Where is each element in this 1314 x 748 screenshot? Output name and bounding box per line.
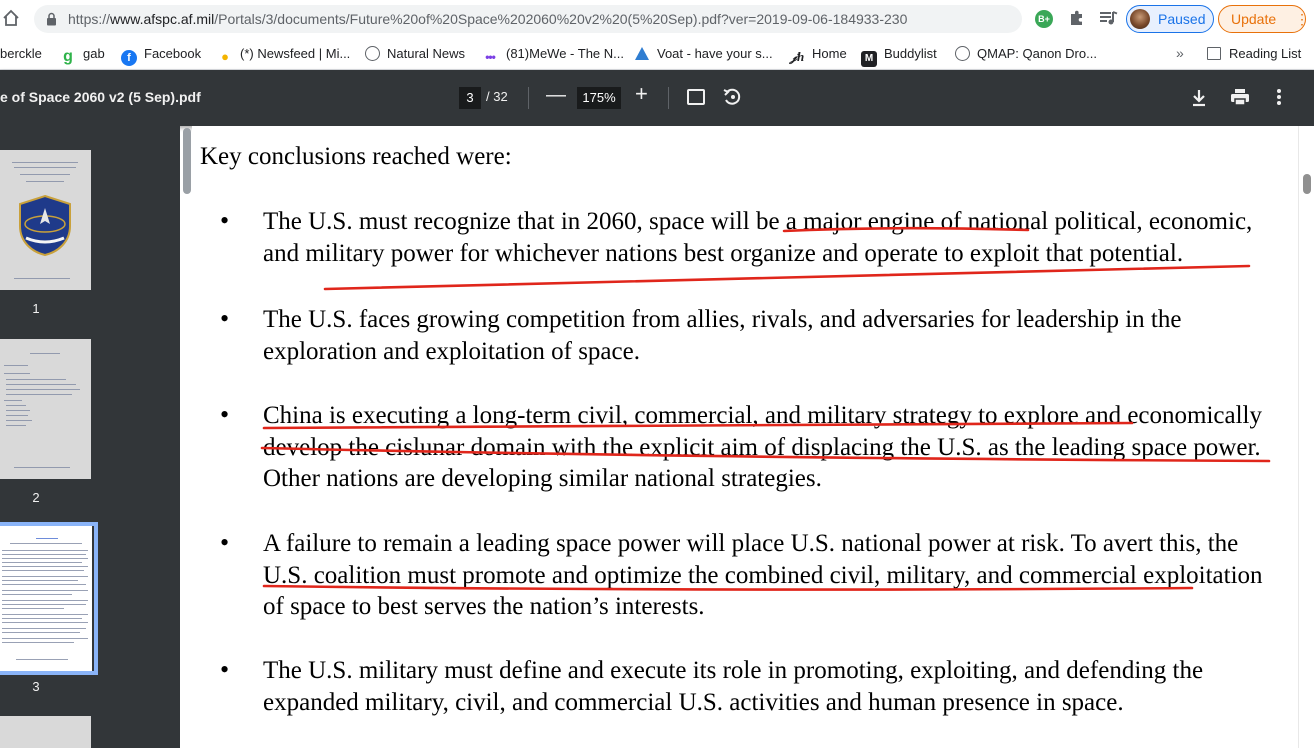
bookmark-mewe[interactable] — [481, 44, 624, 64]
reading-list-label: Reading List — [1229, 46, 1302, 61]
bookmark-label: Facebook — [144, 46, 202, 61]
toolbar-divider — [668, 87, 669, 109]
pdf-page — [192, 126, 1298, 748]
bookmark-label: Buddylist — [884, 46, 937, 61]
home-icon — [2, 9, 20, 27]
media-controls-icon[interactable] — [1098, 9, 1118, 27]
text-line: exploration and exploitation of space. — [263, 337, 640, 365]
zoom-out-button[interactable]: — — [546, 84, 566, 106]
text-line: The U.S. faces growing competition from allies, rivals, and adversaries for leadership in the — [263, 306, 1182, 333]
bullet-marker: • — [220, 528, 230, 557]
thumbnail-sidebar — [0, 126, 180, 748]
text-line: expanded military, civil, and commercial U.S. activities and human presence in space. — [263, 688, 1124, 716]
text-line: U.S. coalition must promote and optimize the combined civil, military, and commercial exploitation — [263, 561, 1263, 589]
page-thumbnail[interactable] — [0, 716, 91, 748]
bullet-marker: • — [220, 304, 230, 333]
thumbnail-page-number: 1 — [32, 301, 40, 316]
rotate-icon[interactable] — [722, 87, 742, 107]
text-line: develop the cislunar domain with the explicit aim of displacing the U.S. as the leading space power. — [263, 433, 1261, 461]
toolbar-divider — [528, 87, 529, 109]
bullet-item — [263, 304, 1181, 367]
url-host: www.afspc.af.mil — [110, 11, 215, 27]
document-title: e of Space 2060 v2 (5 Sep).pdf — [0, 89, 201, 105]
pdf-toolbar — [0, 70, 1314, 126]
globe-icon — [955, 46, 970, 61]
text-line: The U.S. must recognize that in 2060, space will be a major engine of national political, economic, — [263, 208, 1253, 235]
bullet-item — [263, 528, 1263, 623]
url-scheme: https:// — [68, 11, 111, 27]
bullet-marker: • — [220, 206, 230, 235]
bookmark-newsfeed[interactable] — [217, 44, 350, 64]
text-line: China is executing a long-term civil, commercial, and military strategy to explore and economically — [263, 402, 1262, 429]
extensions-puzzle-icon[interactable] — [1068, 9, 1086, 27]
print-icon[interactable] — [1230, 88, 1250, 106]
bullet-item — [263, 655, 1203, 718]
url-text[interactable] — [68, 11, 907, 27]
bullet-item — [263, 400, 1262, 495]
text-line: Other nations are developing similar national strategies. — [263, 465, 822, 492]
bookmark-gab[interactable] — [60, 44, 105, 64]
page-thumbnail[interactable] — [0, 150, 91, 290]
selected-thumbnail-highlight — [0, 522, 98, 675]
reading-list-button[interactable] — [1207, 44, 1301, 64]
text-line: and military power for whichever nations best organize and operate to exploit that potential. — [263, 239, 1184, 267]
document-scrollbar[interactable] — [1298, 126, 1314, 748]
buddylist-icon: M — [861, 51, 877, 67]
bookmark-label: Natural News — [387, 46, 466, 61]
bookmark-label: (*) Newsfeed | Mi... — [240, 46, 351, 61]
text-line: A failure to remain a leading space power will place U.S. national power at risk. To avert this, the — [263, 530, 1239, 557]
bookmarks-bar — [0, 38, 1314, 70]
bookmark-label: gab — [83, 46, 105, 61]
zoom-level-input[interactable]: 175% — [577, 87, 621, 109]
lock-icon — [46, 12, 57, 26]
lightbulb-icon: ● — [221, 49, 229, 64]
page-total: / 32 — [486, 89, 508, 104]
mewe-icon: ••• — [485, 50, 495, 64]
document-scrollbar-thumb[interactable] — [1303, 174, 1311, 194]
extension-badge-icon[interactable]: B+ — [1035, 10, 1053, 28]
thumbnail-page-number: 3 — [32, 679, 40, 694]
facebook-icon: f — [121, 50, 137, 66]
bookmark-qmap[interactable] — [955, 44, 1097, 64]
avatar — [1130, 9, 1150, 29]
address-bar-row — [0, 0, 1314, 38]
bookmark-label: QMAP: Qanon Dro... — [977, 46, 1097, 61]
reading-list-icon — [1207, 47, 1221, 60]
thumbnail-page-number: 2 — [32, 490, 40, 505]
bookmark-label: Home — [812, 46, 847, 61]
profile-paused-button[interactable] — [1126, 5, 1214, 33]
jh-icon: 𝒿h — [789, 49, 805, 64]
home-button[interactable] — [2, 9, 24, 29]
download-icon[interactable] — [1190, 88, 1208, 108]
url-bar[interactable] — [34, 5, 1022, 33]
bookmark-facebook[interactable] — [121, 44, 201, 64]
zoom-in-button[interactable]: + — [635, 81, 648, 106]
page-number-input[interactable]: 3 — [459, 87, 481, 109]
sidebar-scrollbar-thumb[interactable] — [183, 128, 191, 194]
lead-sentence: Key conclusions reached were: — [200, 143, 512, 170]
kebab-menu-icon: ⋮ — [1295, 11, 1309, 27]
text-line: The U.S. military must define and execute its role in promoting, exploiting, and defending the — [263, 657, 1204, 684]
sidebar-scrollbar[interactable] — [182, 126, 192, 196]
more-actions-icon[interactable] — [1272, 87, 1286, 107]
text-line: of space to best serves the nation’s interests. — [263, 593, 705, 620]
space-command-seal-icon — [16, 194, 74, 256]
bookmark-home[interactable] — [789, 44, 847, 64]
url-path: /Portals/3/documents/Future%20of%20Space%202060%20v2%20(5%20Sep).pdf?ver=2019-09-06-184933-230 — [214, 11, 908, 27]
bookmark-label: Voat - have your s... — [657, 46, 773, 61]
update-label: Update — [1231, 11, 1277, 27]
update-button[interactable] — [1218, 5, 1309, 33]
underline-mark — [325, 266, 1249, 289]
bookmark-label: (81)MeWe - The N... — [506, 46, 624, 61]
gab-icon: g — [63, 48, 73, 65]
bookmarks-overflow-button[interactable]: » — [1176, 45, 1184, 61]
bookmark-berckle[interactable] — [0, 44, 42, 64]
globe-icon — [365, 46, 380, 61]
bookmark-label: berckle — [0, 46, 42, 61]
bullet-marker: • — [220, 400, 230, 429]
bullet-item — [263, 206, 1252, 269]
profile-status-label: Paused — [1158, 11, 1206, 27]
bookmark-buddylist[interactable] — [861, 44, 937, 64]
bookmark-natural-news[interactable] — [365, 44, 465, 64]
bullet-marker: • — [220, 655, 230, 684]
page-thumbnail[interactable] — [0, 339, 91, 479]
voat-icon — [634, 46, 650, 62]
fit-to-page-icon[interactable] — [687, 89, 705, 105]
bookmark-voat[interactable] — [634, 44, 773, 64]
